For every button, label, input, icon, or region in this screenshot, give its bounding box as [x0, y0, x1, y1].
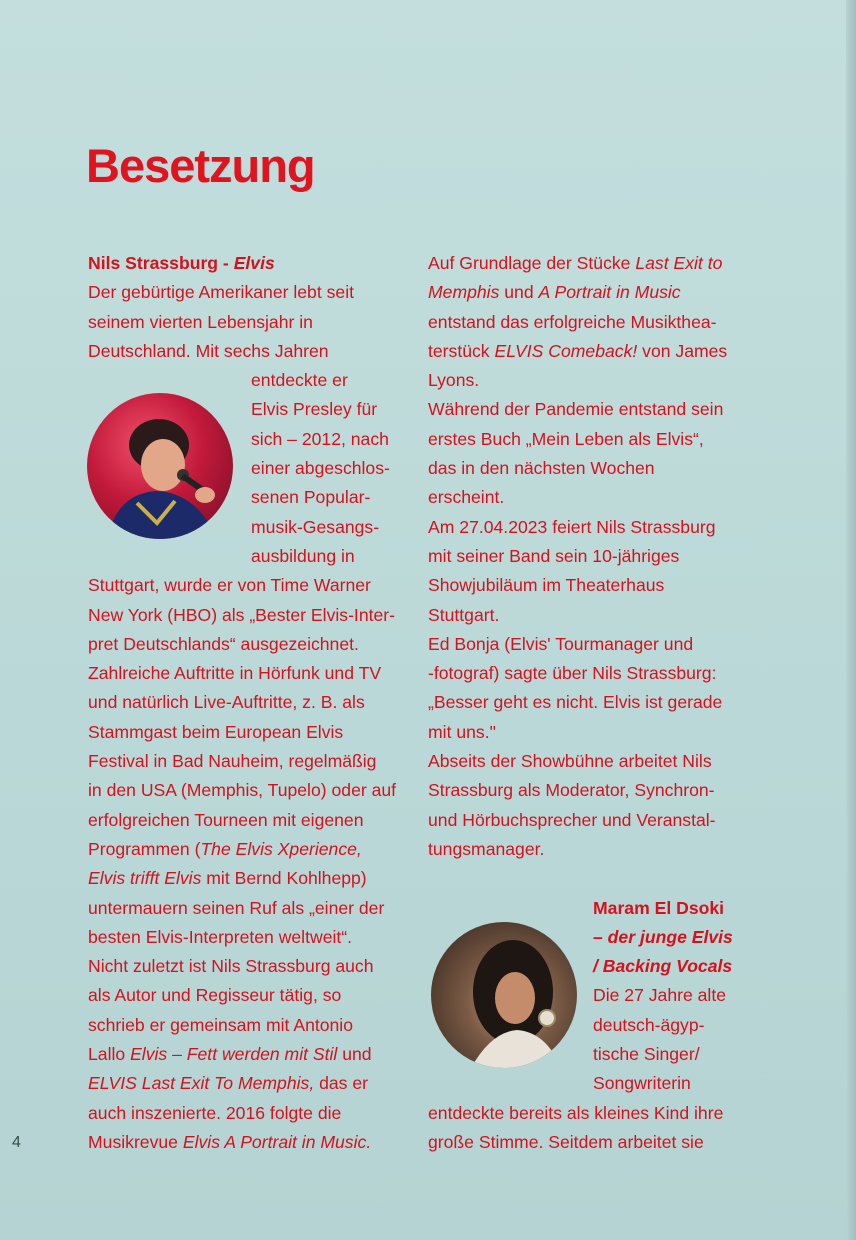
italic-title: Memphis: [428, 282, 500, 303]
text-line: [428, 337, 748, 366]
text-line: große Stimme. Seitdem arbeitet sie: [428, 1131, 704, 1152]
text-line: Elvis Presley für: [251, 399, 378, 420]
page-title: Besetzung: [86, 139, 315, 192]
text-run: Auf Grundlage der Stücke: [428, 253, 636, 273]
text-line: schrieb er gemeinsam mit Antonio: [88, 1014, 354, 1035]
right-column: [428, 249, 748, 1157]
cast-role-maram: – der junge Elvis: [593, 926, 733, 947]
text-run: terstück: [428, 340, 495, 361]
text-run: von James: [637, 340, 728, 361]
text-line: tische Singer/: [593, 1044, 700, 1065]
text-line: Strassburg als Moderator, Synchron-: [428, 780, 715, 801]
cast-name: Nils Strassburg -: [88, 253, 234, 273]
text-line: [88, 1128, 418, 1157]
italic-title: Last Exit to: [635, 253, 723, 273]
text-line: auch inszenierte. 2016 folgte die: [88, 1102, 342, 1123]
text-run: das er: [314, 1073, 369, 1094]
text-line: [428, 249, 748, 278]
text-line: Stuttgart, wurde er von Time Warner: [88, 575, 371, 596]
cast-role: Elvis: [233, 253, 275, 273]
text-line: Nicht zuletzt ist Nils Strassburg auch: [88, 956, 374, 977]
text-line: Lyons.: [428, 370, 480, 391]
text-line: senen Popular-: [251, 487, 371, 508]
cast-role-maram-vocals: / Backing Vocals: [593, 956, 733, 977]
text-line: erstes Buch „Mein Leben als Elvis“,: [428, 428, 704, 449]
text-run: Musikrevue: [88, 1131, 183, 1152]
text-line: [88, 1040, 418, 1069]
text-line: [88, 835, 418, 864]
italic-title: The Elvis Xperience,: [200, 838, 362, 859]
page-edge: [846, 0, 856, 1240]
text-line: mit uns.": [428, 721, 496, 742]
text-run: mit Bernd Kohlhepp): [201, 868, 367, 889]
italic-title: A Portrait in Music: [538, 282, 681, 303]
text-line: das in den nächsten Wochen: [428, 458, 655, 479]
text-run: und: [337, 1044, 372, 1065]
text-line: [88, 1069, 418, 1098]
text-line: erfolgreichen Tourneen mit eigenen: [88, 809, 364, 830]
text-run: und: [499, 282, 539, 303]
text-line: erscheint.: [428, 487, 505, 508]
page-number: 4: [12, 1134, 21, 1151]
text-line: entstand das erfolgreiche Musikthea-: [428, 311, 717, 332]
text-line: Deutschland. Mit sechs Jahren: [88, 340, 329, 361]
text-line: „Besser geht es nicht. Elvis ist gerade: [428, 692, 723, 713]
text-line: Am 27.04.2023 feiert Nils Strassburg: [428, 516, 716, 537]
text-line: und Hörbuchsprecher und Veranstal-: [428, 809, 716, 830]
text-line: und natürlich Live-Auftritte, z. B. als: [88, 692, 365, 713]
text-line: besten Elvis-Interpreten weltweit“.: [88, 926, 353, 947]
italic-title: ELVIS Comeback!: [494, 340, 638, 361]
text-line: Während der Pandemie entstand sein: [428, 399, 724, 420]
text-line: entdeckte er: [251, 370, 348, 391]
text-run: Programmen (: [88, 838, 201, 859]
text-line: Abseits der Showbühne arbeitet Nils: [428, 751, 712, 772]
text-line: einer abgeschlos-: [251, 458, 390, 479]
text-line: Songwriterin: [593, 1073, 691, 1094]
text-line: [428, 278, 748, 307]
text-line: [88, 864, 418, 893]
text-line: seinem vierten Lebensjahr in: [88, 311, 313, 332]
text-line: tungsmanager.: [428, 838, 545, 859]
text-run: Lallo: [88, 1044, 131, 1065]
italic-title: Elvis trifft Elvis: [88, 868, 202, 889]
text-line: untermauern seinen Ruf als „einer der: [88, 897, 385, 918]
text-line: Stuttgart.: [428, 604, 500, 625]
text-line: Festival in Bad Nauheim, regelmäßig: [88, 751, 377, 772]
text-line: pret Deutschlands“ ausgezeichnet.: [88, 633, 359, 654]
italic-title: Elvis – Fett werden mit Stil: [130, 1044, 338, 1065]
text-line: -fotograf) sagte über Nils Strassburg:: [428, 663, 717, 684]
text-line: New York (HBO) als „Bester Elvis-Inter-: [88, 604, 395, 625]
text-line: in den USA (Memphis, Tupelo) oder auf: [88, 780, 397, 801]
text-line: musik-Gesangs-: [251, 516, 380, 537]
text-line: Showjubiläum im Theaterhaus: [428, 575, 665, 596]
cast-heading-nils: [88, 249, 418, 278]
text-line: Zahlreiche Auftritte in Hörfunk und TV: [88, 663, 382, 684]
italic-title: ELVIS Last Exit To Memphis,: [88, 1073, 315, 1094]
maram-wrapped-block: [428, 894, 748, 1099]
left-column: [88, 249, 418, 1157]
text-line: deutsch-ägyp-: [593, 1014, 705, 1035]
text-line: Der gebürtige Amerikaner lebt seit: [88, 282, 354, 303]
italic-title: Elvis A Portrait in Music.: [182, 1131, 372, 1152]
text-line: Die 27 Jahre alte: [593, 985, 727, 1006]
text-line: entdeckte bereits als kleines Kind ihre: [428, 1102, 724, 1123]
text-line: Ed Bonja (Elvis' Tourmanager und: [428, 633, 694, 654]
wrapped-text-block: [88, 366, 418, 571]
text-line: mit seiner Band sein 10-jähriges: [428, 545, 680, 566]
blank-line: [428, 864, 748, 893]
text-line: als Autor und Regisseur tätig, so: [88, 985, 342, 1006]
cast-name-maram: Maram El Dsoki: [593, 897, 725, 918]
text-line: ausbildung in: [251, 545, 355, 566]
text-line: Stammgast beim European Elvis: [88, 721, 344, 742]
text-line: sich – 2012, nach: [251, 428, 389, 449]
